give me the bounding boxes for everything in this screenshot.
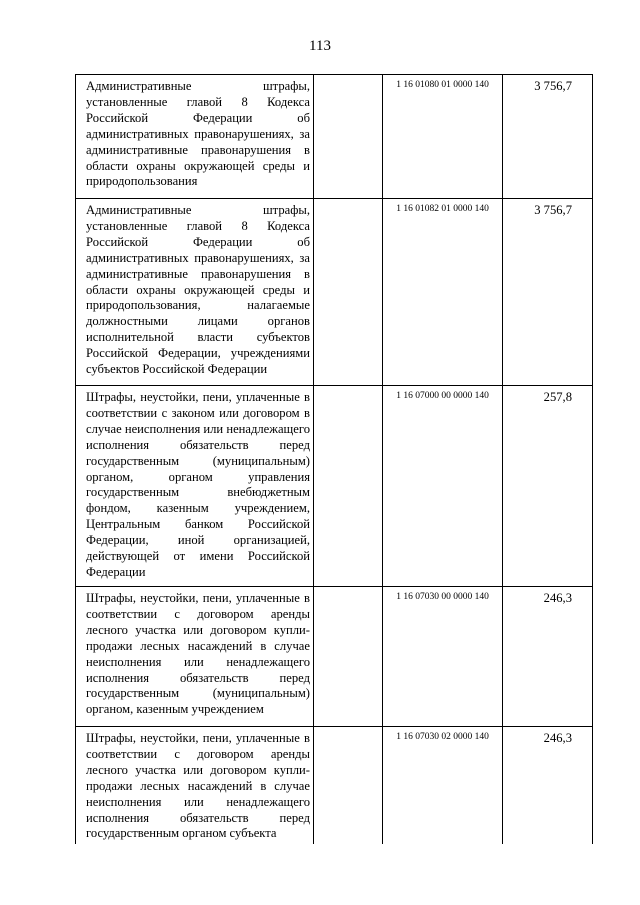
amount: 246,3 — [503, 587, 593, 727]
amount: 3 756,7 — [503, 75, 593, 199]
budget-code: 1 16 01080 01 0000 140 — [383, 75, 503, 199]
budget-code: 1 16 01082 01 0000 140 — [383, 199, 503, 386]
empty-cell — [314, 587, 383, 727]
revenue-table — [75, 74, 593, 844]
table-row — [76, 727, 593, 845]
budget-code: 1 16 07030 00 0000 140 — [383, 587, 503, 727]
empty-cell — [314, 727, 383, 845]
empty-cell — [314, 386, 383, 587]
page-number: 113 — [309, 38, 331, 54]
revenue-name: Административные штрафы, установленные главой 8 Кодекса Российской Федерации об административных правонарушениях, за административные правонарушения в области охраны окружающей среды и природопользования, налагаемые должностными лицами органов исполнительной власти субъектов Российской Федерации, учреждениями субъектов Российской Федерации — [76, 199, 314, 386]
amount: 3 756,7 — [503, 199, 593, 386]
empty-cell — [314, 199, 383, 386]
amount: 257,8 — [503, 386, 593, 587]
budget-code: 1 16 07030 02 0000 140 — [383, 727, 503, 845]
table-row — [76, 587, 593, 727]
revenue-name: Штрафы, неустойки, пени, уплаченные в соответствии с договором аренды лесного участка или договором купли-продажи лесных насаждений в случае неисполнения или ненадлежащего исполнения обязательств перед государственным (муниципальным) органом, казенным учреждением — [76, 587, 314, 727]
empty-cell — [314, 75, 383, 199]
revenue-name: Штрафы, неустойки, пени, уплаченные в соответствии с договором аренды лесного участка или договором купли-продажи лесных насаждений в случае неисполнения или ненадлежащего исполнения обязательств перед государственным органом субъекта — [76, 727, 314, 845]
amount: 246,3 — [503, 727, 593, 845]
revenue-name: Штрафы, неустойки, пени, уплаченные в соответствии с законом или договором в случае неисполнения или ненадлежащего исполнения обязательств перед государственным (муниципальным) органом, органом управления государственным внебюджетным фондом, казенным учреждением, Центральным банком Российской Федерации, иной организацией, действующей от имени Российской Федерации — [76, 386, 314, 587]
table-row — [76, 199, 593, 386]
table-row — [76, 386, 593, 587]
budget-code: 1 16 07000 00 0000 140 — [383, 386, 503, 587]
table-row — [76, 75, 593, 199]
revenue-name: Административные штрафы, установленные главой 8 Кодекса Российской Федерации об административных правонарушениях, за административные правонарушения в области охраны окружающей среды и природопользования — [76, 75, 314, 199]
